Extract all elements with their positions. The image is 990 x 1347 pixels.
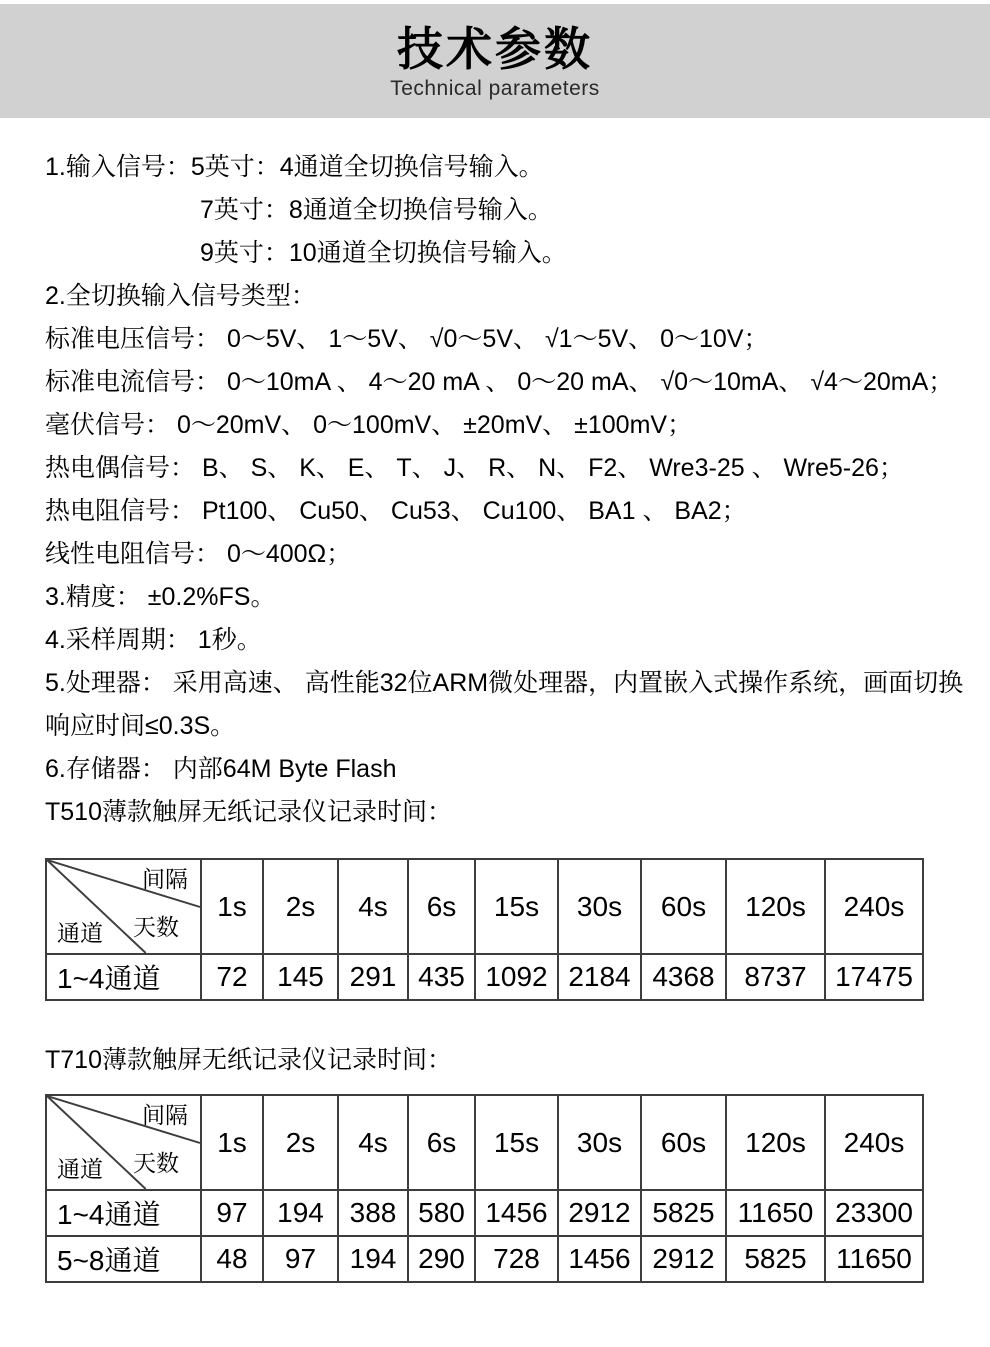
column-header: 4s (338, 859, 408, 954)
corner-label-channel: 通道 (57, 1156, 103, 1182)
table-cell: 145 (263, 954, 338, 1000)
table-cell: 388 (338, 1190, 408, 1236)
table-cell: 97 (201, 1190, 263, 1236)
column-header: 60s (641, 859, 726, 954)
spec-line-sampling-period: 4.采样周期： 1秒。 (45, 626, 262, 654)
table-cell: 194 (263, 1190, 338, 1236)
corner-label-interval: 间隔 (142, 1102, 188, 1128)
t710-record-table (45, 1094, 924, 1283)
corner-header-cell (46, 859, 201, 954)
spec-line-millivolt-signal: 毫伏信号： 0～20mV、 0～100mV、 ±20mV、 ±100mV； (45, 411, 693, 439)
column-header: 1s (201, 1095, 263, 1190)
page-title: 技术参数 (397, 23, 593, 75)
table-cell: 580 (408, 1190, 475, 1236)
table-cell: 291 (338, 954, 408, 1000)
spec-line-input-signal-9inch: 9英寸：10通道全切换信号输入。 (200, 239, 567, 267)
row-label: 1~4通道 (46, 954, 201, 1000)
spec-line-input-signal: 1.输入信号：5英寸：4通道全切换信号输入。 (45, 153, 544, 181)
table-cell: 11650 (726, 1190, 825, 1236)
content (0, 118, 990, 1283)
table-cell: 2912 (558, 1190, 641, 1236)
table-cell: 5825 (641, 1190, 726, 1236)
corner-label-channel: 通道 (57, 920, 103, 946)
t510-section-title: T510薄款触屏无纸记录仪记录时间： (45, 798, 452, 826)
column-header: 4s (338, 1095, 408, 1190)
row-label: 1~4通道 (46, 1190, 201, 1236)
page-subtitle: Technical parameters (390, 77, 600, 100)
table-cell: 2184 (558, 954, 641, 1000)
table-cell: 1092 (475, 954, 558, 1000)
column-header: 6s (408, 1095, 475, 1190)
table-cell: 435 (408, 954, 475, 1000)
spec-line-response-time: 响应时间≤0.3S。 (45, 712, 236, 740)
t710-section-title: T710薄款触屏无纸记录仪记录时间： (45, 1046, 452, 1074)
table-cell: 194 (338, 1236, 408, 1282)
table-cell: 2912 (641, 1236, 726, 1282)
column-header: 60s (641, 1095, 726, 1190)
spec-line-rtd-signal: 热电阻信号： Pt100、 Cu50、 Cu53、 Cu100、 BA1 、 BA2； (45, 497, 747, 525)
table-cell: 72 (201, 954, 263, 1000)
table-cell: 8737 (726, 954, 825, 1000)
column-header: 240s (825, 859, 923, 954)
table-cell: 4368 (641, 954, 726, 1000)
spec-line-signal-types: 2.全切换输入信号类型： (45, 282, 316, 310)
table-row (46, 1190, 923, 1236)
table-cell: 1456 (558, 1236, 641, 1282)
spec-line-storage: 6.存储器： 内部64M Byte Flash (45, 755, 397, 783)
spec-line-input-signal-7inch: 7英寸：8通道全切换信号输入。 (200, 196, 553, 224)
corner-label-days: 天数 (133, 914, 179, 940)
column-header: 15s (475, 859, 558, 954)
table-cell: 23300 (825, 1190, 923, 1236)
table-cell: 17475 (825, 954, 923, 1000)
table-cell: 97 (263, 1236, 338, 1282)
header-banner (0, 4, 990, 118)
spec-line-accuracy: 3.精度： ±0.2%FS。 (45, 583, 276, 611)
table-cell: 5825 (726, 1236, 825, 1282)
column-header: 2s (263, 1095, 338, 1190)
corner-label-days: 天数 (133, 1150, 179, 1176)
column-header: 120s (726, 1095, 825, 1190)
table-header-row (46, 1095, 923, 1190)
page (0, 4, 990, 1283)
column-header: 15s (475, 1095, 558, 1190)
table-header-row (46, 859, 923, 954)
table-row (46, 1236, 923, 1282)
table-cell: 48 (201, 1236, 263, 1282)
t510-record-table (45, 858, 924, 1001)
table-cell: 728 (475, 1236, 558, 1282)
corner-label-interval: 间隔 (142, 866, 188, 892)
column-header: 2s (263, 859, 338, 954)
column-header: 30s (558, 1095, 641, 1190)
column-header: 30s (558, 859, 641, 954)
table-row (46, 954, 923, 1000)
table-cell: 1456 (475, 1190, 558, 1236)
table-cell: 11650 (825, 1236, 923, 1282)
table-cell: 290 (408, 1236, 475, 1282)
spec-line-current-signal: 标准电流信号： 0～10mA 、 4～20 mA 、 0～20 mA、 √0～10mA、 √4～20mA； (45, 368, 954, 396)
spec-line-voltage-signal: 标准电压信号： 0～5V、 1～5V、 √0～5V、 √1～5V、 0～10V； (45, 325, 769, 353)
corner-header-cell (46, 1095, 201, 1190)
column-header: 240s (825, 1095, 923, 1190)
column-header: 1s (201, 859, 263, 954)
spec-line-linear-resistance: 线性电阻信号： 0～400Ω； (45, 540, 352, 568)
spec-line-processor: 5.处理器： 采用高速、 高性能32位ARM微处理器，内置嵌入式操作系统，画面切换 (45, 669, 964, 697)
row-label: 5~8通道 (46, 1236, 201, 1282)
column-header: 6s (408, 859, 475, 954)
column-header: 120s (726, 859, 825, 954)
spec-line-thermocouple-signal: 热电偶信号： B、 S、 K、 E、 T、 J、 R、 N、 F2、 Wre3-25 、 Wre5-26； (45, 454, 904, 482)
